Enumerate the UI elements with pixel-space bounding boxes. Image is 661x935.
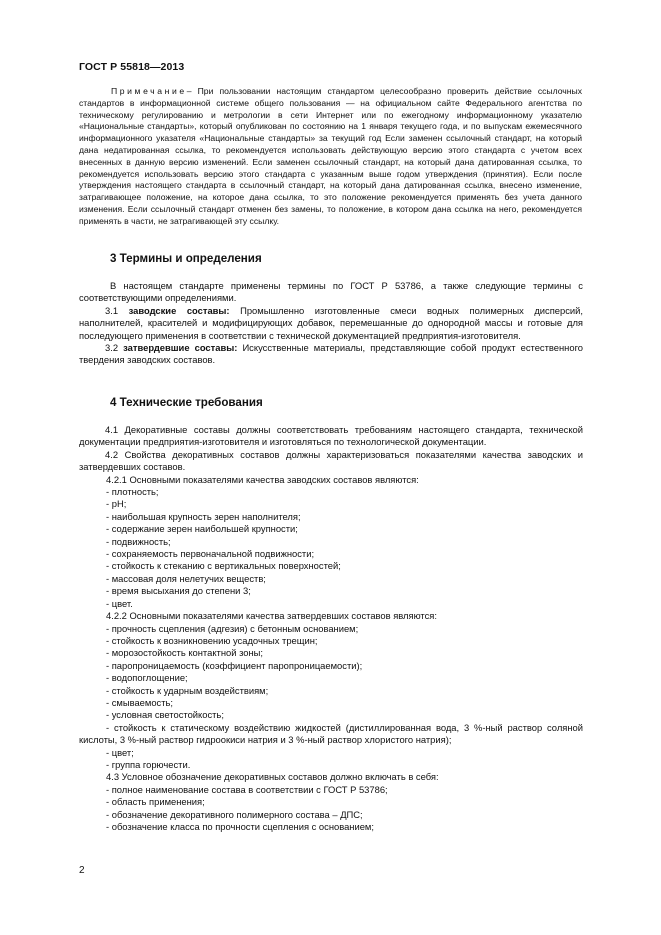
clause-4-2-1: 4.2.1 Основными показателями качества заводских составов являются:: [106, 473, 419, 485]
page-number: 2: [79, 865, 85, 876]
clause-4-1: 4.1 Декоративные составы должны соответствовать требованиям настоящего стандарта, технической документации предприятия-изготовителя и изготовляться по технологической документации.: [79, 424, 583, 448]
list-item: - полное наименование состава в соответствии с ГОСТ Р 53786;: [106, 783, 388, 795]
list-item: - прочность сцепления (адгезия) с бетонным основанием;: [106, 622, 359, 634]
note-label: Примечание: [111, 86, 187, 96]
list-item: - подвижность;: [106, 535, 171, 547]
term-3-1: 3.1 заводские составы: Промышленно изготовленные смеси водных полимерных дисперсий, наполнителей, красителей и модифицирующих добавок, перемешанные до однородной массы и готовые для последующего применения в соответствии с технической документацией предприятия-изготовителя.: [79, 304, 584, 341]
note-text: – При пользовании настоящим стандартом целесообразно проверить действие ссылочных стандартов в информационной системе общего пользования — на официальном сайте Федерального агентства по техническому регулированию и метрологии в сети Интернет или по ежегодному информационному указателю «Национальные стандарты», который опубликован по состоянию на 1 января текущего года, и по выпускам ежемесячного информационного указателя «Национальные стандарты» за текущий год Если заменен ссылочный стандарт, на который дана недатированная ссылка, то рекомендуется использовать действующую версию этого стандарта с учетом всех внесенных в данную версию изменений. Если заменен ссылочный стандарт, на который дана датированная ссылка, то рекомендуется использовать версию этого стандарта с указанным выше годом утверждения (принятия). Если после утверждения настоящего стандарта в ссылочный стандарт, на который дана датированная ссылка, внесено изменение, затрагивающее положение, на которое дана ссылка, то это положение рекомендуется применять без учета данного изменения. Если ссылочный стандарт отменен без замены, то положение, в котором дана ссылка на него, рекомендуется применять в части, не затрагивающей эту ссылку.: [79, 86, 582, 226]
term-3-1-name: заводские составы:: [128, 304, 230, 316]
list-item: - наибольшая крупность зерен наполнителя;: [106, 510, 301, 522]
list-item: - область применения;: [106, 796, 205, 808]
term-3-1-definition: Промышленно изготовленные смеси водных полимерных дисперсий, наполнителей, красителей и модифицирующих добавок, перемешанные до однородной массы и готовые для последующего применения в соответствии с технической документацией предприятия-изготовителя.: [79, 304, 584, 341]
list-item: - pH;: [106, 498, 127, 510]
list-item: - морозостойкость контактной зоны;: [106, 647, 263, 659]
list-item: - стойкость к статическому воздействию жидкостей (дистиллированная вода, 3 %-ный раствор соляной кислоты, 3 %-ный раствор гидроокиси натрия и 3 %-ный раствор хлористого натрия);: [79, 721, 583, 746]
list-item: - плотность;: [106, 486, 159, 498]
list-item: - массовая доля нелетучих веществ;: [106, 572, 266, 584]
list-item: - цвет;: [106, 746, 134, 758]
clause-4-3: 4.3 Условное обозначение декоративных составов должно включать в себя:: [106, 771, 439, 783]
section-4-body: [79, 424, 583, 833]
section-3-body: [79, 280, 583, 367]
list-item: - стойкость к возникновению усадочных трещин;: [106, 634, 318, 646]
document-header: ГОСТ Р 55818—2013: [79, 61, 185, 73]
clause-4-2: 4.2 Свойства декоративных составов должны характеризоваться показателями качества заводских и затвердевших составов.: [79, 448, 583, 473]
clause-4-2-2: 4.2.2 Основными показателями качества затвердевших составов являются:: [106, 610, 437, 622]
section-3-intro: В настоящем стандарте применены термины по ГОСТ Р 53786, а также следующие термины с соответствующими определениями.: [79, 280, 583, 304]
section-4-heading: 4 Технические требования: [110, 396, 263, 409]
list-item: - время высыхания до степени 3;: [106, 585, 251, 597]
term-3-2-definition: Искусственные материалы, представляющие собой продукт естественного твердения заводских составов.: [79, 342, 584, 366]
reference-note: [79, 86, 582, 228]
list-item: - группа горючести.: [106, 758, 191, 770]
list-item: - смываемость;: [106, 696, 174, 708]
list-item: - обозначение класса по прочности сцепления с основанием;: [106, 821, 374, 832]
list-item: - содержание зерен наибольшей крупности;: [106, 523, 298, 535]
section-3-heading: 3 Термины и определения: [110, 252, 262, 265]
list-item: - водопоглощение;: [106, 672, 188, 684]
list-item: - условная светостойкость;: [106, 709, 224, 721]
list-item: - цвет.: [106, 597, 133, 609]
term-3-2-name: затвердевшие составы:: [123, 342, 238, 354]
list-item: - сохраняемость первоначальной подвижности;: [106, 548, 315, 560]
list-item: - паропроницаемость (коэффициент паропроницаемости);: [106, 659, 363, 671]
list-item: - стойкость к стеканию с вертикальных поверхностей;: [106, 560, 341, 572]
list-item: - обозначение декоративного полимерного состава – ДПС;: [106, 808, 363, 820]
list-item: - стойкость к ударным воздействиям;: [106, 684, 269, 696]
term-3-2: 3.2 затвердевшие составы: Искусственные материалы, представляющие собой продукт естественного твердения заводских составов.: [79, 342, 584, 366]
